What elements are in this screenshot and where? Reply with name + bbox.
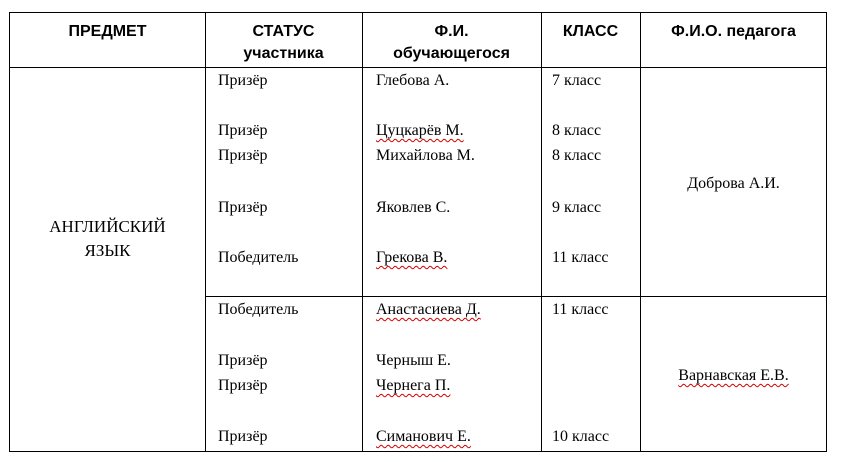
class-cell: 11 класс: [552, 249, 609, 266]
student-name-cell: Яковлев С.: [376, 199, 451, 216]
student-name-cell: Симанович Е.: [376, 428, 471, 445]
student-name-cell: Глебова А.: [376, 72, 450, 89]
header-teacher: Ф.И.О. педагога: [671, 23, 796, 40]
class-cell: 10 класс: [552, 428, 610, 445]
student-name-cell: Чернега П.: [376, 377, 451, 394]
status-cell: Призёр: [218, 147, 268, 164]
class-cell: 9 класс: [552, 199, 602, 216]
status-cell: Призёр: [218, 428, 268, 445]
teacher-cell: Варнавская Е.В.: [678, 367, 789, 384]
status-cell: Призёр: [218, 199, 268, 216]
subject-cell: АНГЛИЙСКИЙ ЯЗЫК: [49, 217, 166, 260]
class-cell: 8 класс: [552, 147, 602, 164]
class-cell: 8 класс: [552, 122, 602, 139]
status-cell: Призёр: [218, 377, 268, 394]
status-cell: Призёр: [218, 352, 268, 369]
status-cell: Призёр: [218, 122, 268, 139]
group-divider: [205, 296, 826, 297]
header-subject: ПРЕДМЕТ: [68, 23, 147, 40]
header-status: СТАТУС участника: [243, 23, 324, 62]
class-cell: 11 класс: [552, 301, 609, 318]
teacher-cell: Доброва А.И.: [687, 175, 780, 192]
results-table: [9, 12, 827, 452]
header-divider: [10, 67, 826, 68]
column-divider: [362, 13, 363, 451]
column-divider: [205, 13, 206, 451]
student-name-cell: Грекова В.: [376, 249, 448, 266]
column-divider: [541, 13, 542, 451]
status-cell: Призёр: [218, 72, 268, 89]
status-cell: Победитель: [218, 249, 299, 266]
student-name-cell: Цуцкарёв М.: [376, 122, 464, 139]
header-class: КЛАСС: [562, 23, 619, 40]
class-cell: 7 класс: [552, 72, 602, 89]
status-cell: Победитель: [218, 301, 299, 318]
student-name-cell: Анастасиева Д.: [376, 301, 481, 318]
header-student: Ф.И. обучающегося: [393, 23, 510, 62]
student-name-cell: Черныш Е.: [376, 352, 451, 369]
student-name-cell: Михайлова М.: [376, 147, 475, 164]
